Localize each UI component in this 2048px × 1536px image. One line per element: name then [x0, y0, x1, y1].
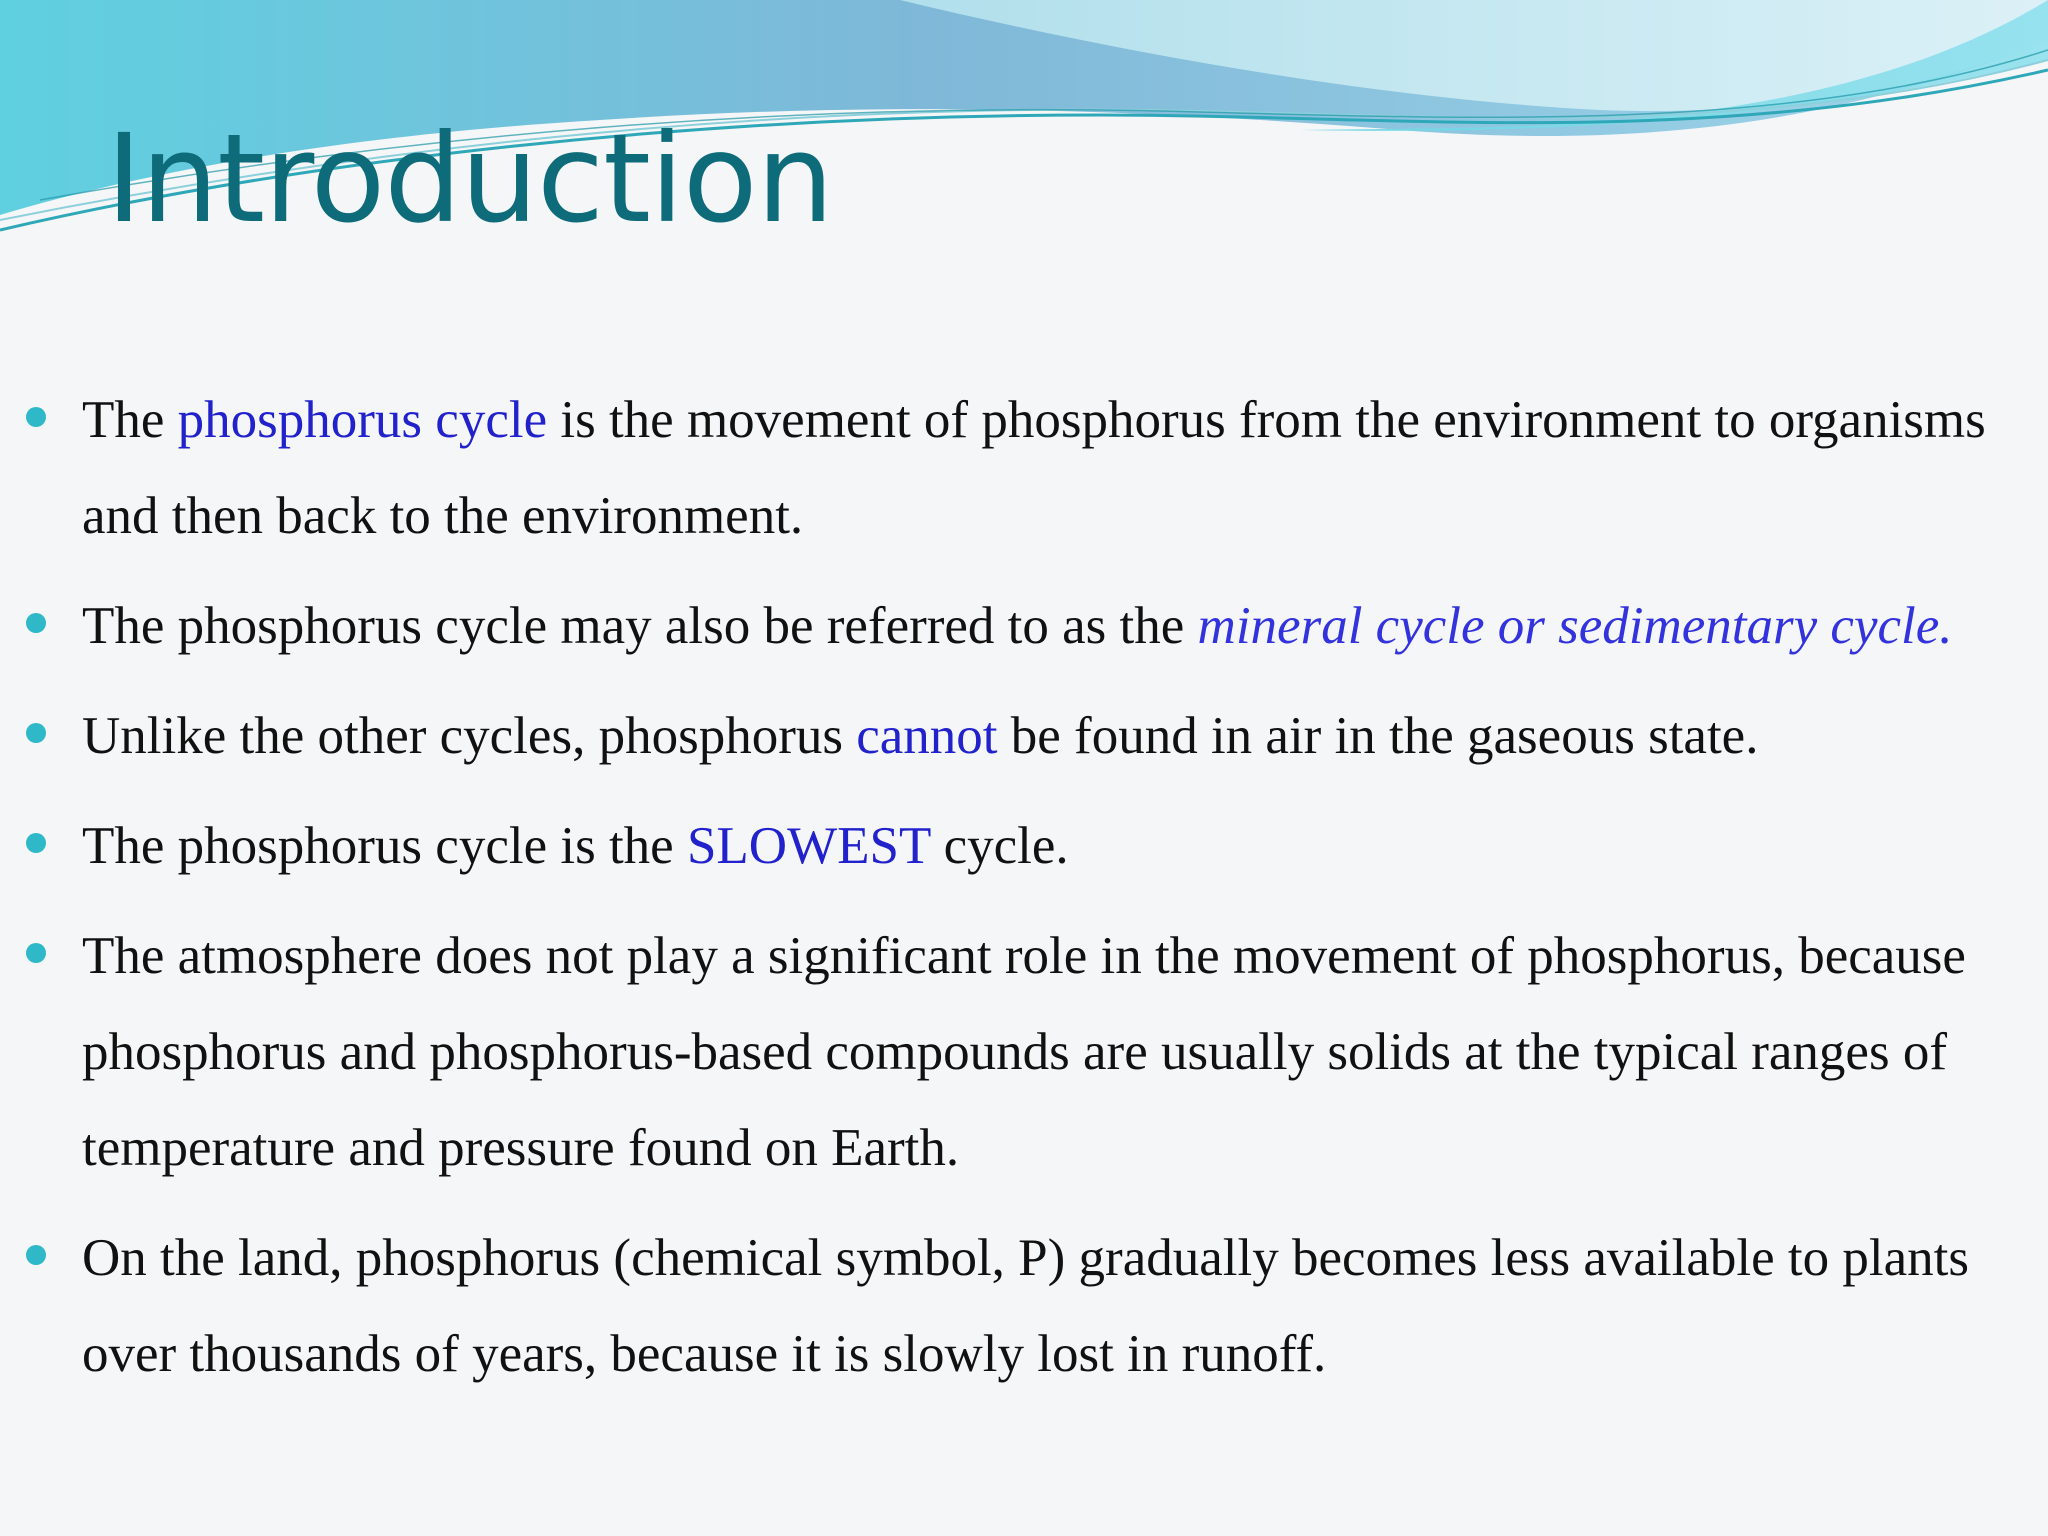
bullet-item: [0, 1210, 2048, 1402]
bullet-dot-icon: [26, 943, 46, 963]
bullet-list: [0, 372, 2048, 1416]
bullet-text: be found in air in the gaseous state.: [997, 707, 1759, 765]
bullet-text: is the movement of phosphorus from the environment to organisms and then back to the environment.: [82, 391, 1986, 545]
bullet-text: cycle.: [930, 817, 1069, 875]
slide-title: Introduction: [106, 108, 833, 250]
bullet-item: [0, 688, 2048, 784]
bullet-dot-icon: [26, 407, 46, 427]
highlighted-term: cannot: [856, 707, 998, 765]
bullet-text: The phosphorus cycle may also be referred to as the: [82, 597, 1198, 655]
bullet-dot-icon: [26, 833, 46, 853]
bullet-dot-icon: [26, 1245, 46, 1265]
highlighted-term: phosphorus cycle: [177, 391, 548, 449]
bullet-dot-icon: [26, 613, 46, 633]
bullet-item: [0, 578, 2048, 674]
bullet-text: The: [82, 391, 178, 449]
bullet-text: Unlike the other cycles, phosphorus: [82, 707, 857, 765]
bullet-dot-icon: [26, 723, 46, 743]
bullet-text: The atmosphere does not play a significant role in the movement of phosphorus, because phosphorus and phosphorus-based compounds are usually solids at the typical ranges of temperature and pressure found on Earth.: [82, 927, 1966, 1177]
bullet-item: [0, 908, 2048, 1196]
bullet-item: [0, 798, 2048, 894]
bullet-text: The phosphorus cycle is the: [82, 817, 687, 875]
bullet-text: On the land, phosphorus (chemical symbol, P) gradually becomes less available to plants over thousands of years, because it is slowly lost in runoff.: [82, 1229, 1969, 1383]
highlighted-term: SLOWEST: [686, 817, 931, 875]
bullet-item: [0, 372, 2048, 564]
highlighted-term: mineral cycle or sedimentary cycle.: [1197, 597, 1953, 655]
